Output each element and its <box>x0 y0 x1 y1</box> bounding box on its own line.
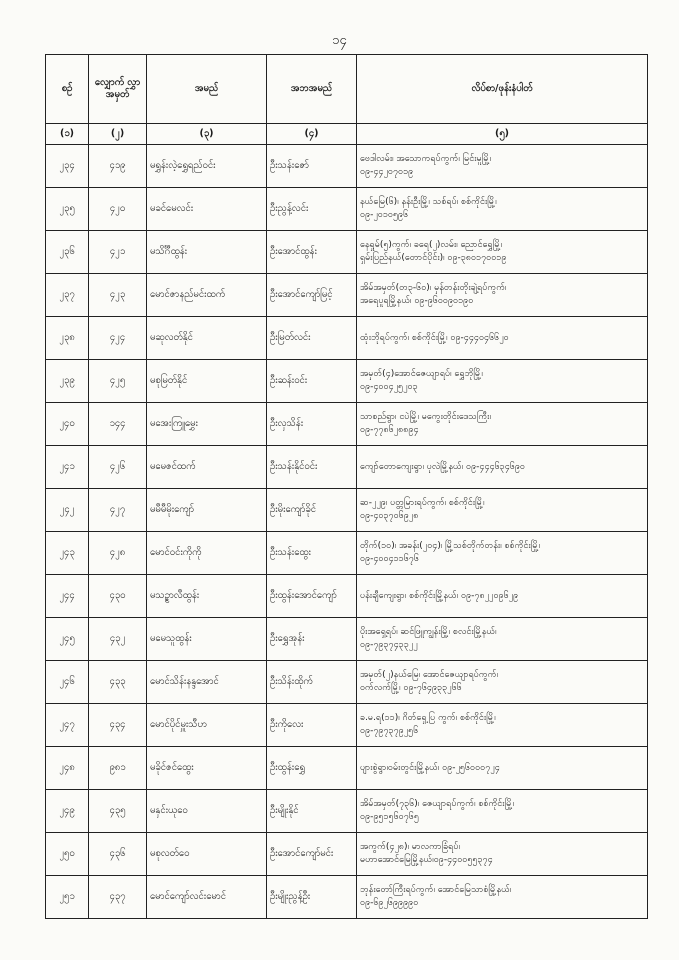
address-cell <box>357 188 648 231</box>
address-line: ဗေဒါလမ်း၊ အသောကရပ်ကွက်၊ မြင်းမူမြို့၊ <box>360 154 492 164</box>
application-no-cell: ၄၃၀ <box>89 575 147 618</box>
header-father-name: အဘအမည် <box>267 55 357 124</box>
serial-cell: ၂၄၈ <box>46 747 89 790</box>
table-row <box>46 489 648 532</box>
serial-cell: ၂၃၅ <box>46 188 89 231</box>
name-cell: မမေဇင်ထက် <box>147 446 267 489</box>
serial-cell: ၂၃၇ <box>46 274 89 317</box>
address-cell <box>357 446 648 489</box>
serial-cell: ၂၄၅ <box>46 618 89 661</box>
serial-cell: ၂၃၄ <box>46 145 89 188</box>
serial-cell: ၂၅၀ <box>46 833 89 876</box>
father-name-cell: ဦးသန်းဇော် <box>267 145 357 188</box>
father-name-cell: ဦးကိုလေး <box>267 704 357 747</box>
address-line: ပျားစွဲရွာ၊ဝမ်းတွင်းမြို့နယ်၊ ၀၉-၂၅၆၀၀၀၇၂၄ <box>360 762 500 773</box>
address-line: ထုံးဘိုရပ်ကွက်၊ စစ်ကိုင်းမြို့၊ ၀၉-၄၄၄၀၄၆၆၂၀ <box>360 332 509 343</box>
address-line: မဟာအောင်မြေမြို့နယ်၊၀၉-၄၄၀၀၅၅၃၇၄ <box>360 855 493 865</box>
address-line: ၀၉-၆၉၂၆၉၉၉၉၀ <box>360 898 419 908</box>
address-cell <box>357 489 648 532</box>
name-cell: မဆုလတ်နိုင် <box>147 317 267 360</box>
address-line: သာစည်ရွာ၊ ငပဲမြို့၊ မကွေးတိုင်းဒေသကြီး၊ <box>360 412 491 422</box>
father-name-cell: ဦးသိန်းထိုက် <box>267 661 357 704</box>
address-line: ၀၉-၇၉၃၇၄၃၃၂၂ <box>360 640 418 650</box>
header-application-no: လျှောက် လွှာ အမှတ် <box>89 55 147 124</box>
table-row <box>46 145 648 188</box>
table-row <box>46 661 648 704</box>
header-name: အမည် <box>147 55 267 124</box>
application-no-cell: ၄၃၄ <box>89 704 147 747</box>
table-row <box>46 790 648 833</box>
address-line: ဝက်လက်မြို့၊ ၀၉-၇၆၄၉၃၃၂၆၆ <box>360 683 462 693</box>
table-row <box>46 747 648 790</box>
address-line: ရှမ်းပြည်နယ်(တောင်ပိုင်း)၊ ၀၉-၃၈၀၁၇၀၀၁၉ <box>360 253 507 263</box>
table-row <box>46 833 648 876</box>
serial-cell: ၂၅၁ <box>46 876 89 919</box>
name-cell: မမေသူထွန်း <box>147 618 267 661</box>
address-cell <box>357 403 648 446</box>
application-no-cell: ၄၃၇ <box>89 876 147 919</box>
address-cell <box>357 661 648 704</box>
address-cell <box>357 231 648 274</box>
name-cell: မသဥ္စာလီထွန်း <box>147 575 267 618</box>
address-cell <box>357 876 648 919</box>
address-cell <box>357 790 648 833</box>
table-row <box>46 188 648 231</box>
address-line: ပိုးအရှေ့ရပ်၊ ဆင်ဖြူကျွန်းမြို့၊ စလင်းမြို့နယ်၊ <box>360 627 497 637</box>
father-name-cell: ဦးအောင်ကျော်မင်း <box>267 833 357 876</box>
header-serial: စဥ် <box>46 55 89 124</box>
father-name-cell: ဦးအောင်ထွန်း <box>267 231 357 274</box>
name-cell: မရွှန်းလဲ့ရွှေရည်ဝင်း <box>147 145 267 188</box>
address-cell <box>357 575 648 618</box>
address-cell <box>357 274 648 317</box>
address-line: ၀၉-၄၀၀၄၁၁၆၇၆ <box>360 554 419 564</box>
father-name-cell: ဦးအောင်ကျော်မြင့် <box>267 274 357 317</box>
address-line: ၀၉-၉၅၁၅၆၀၇၆၅ <box>360 812 419 822</box>
address-line: အရေပူရမြို့နယ်၊ ၀၉-၉၆၀၀၉၀၁၉၀ <box>360 296 474 306</box>
father-name-cell: ဦးထွန်းအောင်ကျော် <box>267 575 357 618</box>
serial-cell: ၂၄၇ <box>46 704 89 747</box>
address-cell <box>357 618 648 661</box>
table-row <box>46 231 648 274</box>
serial-cell: ၂၄၉ <box>46 790 89 833</box>
table-row <box>46 317 648 360</box>
address-line: ၀၉-၄၀၀၄၂၅၂၀၃ <box>360 382 418 392</box>
table-row <box>46 446 648 489</box>
application-no-cell: ၄၂၃ <box>89 274 147 317</box>
column-index: (၂) <box>89 124 147 145</box>
father-name-cell: ဦးမျိုးညွန့်ဦး <box>267 876 357 919</box>
address-line: ဘုန်းတော်ကြီးရပ်ကွက်၊ အောင်မြေသာစံမြို့နယ်၊ <box>360 885 512 895</box>
serial-cell: ၂၄၆ <box>46 661 89 704</box>
address-line: ဆ-၂၂၉၊ ပတ္တမြားရပ်ကွက်၊ စစ်ကိုင်းမြို့၊ <box>360 498 485 508</box>
address-cell <box>357 317 648 360</box>
page-number: ၁၄ <box>332 33 347 48</box>
address-line: နေရှုမ်(၅)ကွက်၊ ခရေ(၂)လမ်း၊ ညောင်ရွှေမြို့၊ <box>360 240 503 250</box>
address-line: ခ.မ.ရ(၁၁)၊ ဂိတ်ရှေ့ပြ ကွက်၊ စစ်ကိုင်းမြို့၊ <box>360 713 496 723</box>
address-cell <box>357 747 648 790</box>
address-line: ၀၉-၇၉၇၃၇၉၂၅၆ <box>360 726 419 736</box>
column-index: (၁) <box>46 124 89 145</box>
table-row <box>46 403 648 446</box>
application-no-cell: ၁၄၄ <box>89 403 147 446</box>
address-line: ကျော်တောကျေးရွာ၊ ပုလဲမြို့နယ်၊ ၀၉-၄၄၄၆၃၄၆၉၀ <box>360 461 525 472</box>
father-name-cell: ဦးမျိုးနိုင် <box>267 790 357 833</box>
father-name-cell: ဦးမိုးကျော်ခိုင် <box>267 489 357 532</box>
application-no-cell: ၄၃၃ <box>89 661 147 704</box>
address-line: အကွက်(၄၂၈)၊ မာလကာခြံရပ်၊ <box>360 842 460 852</box>
address-line: အိမ်အမှတ်(၇၃၆)၊ ဇေယျာရပ်ကွက်၊ စစ်ကိုင်းမြို့၊ <box>360 799 515 809</box>
table-row <box>46 704 648 747</box>
address-line: နယ်မြေ(၆)၊ နန်းဦးမြို့၊ သစ်ရပ်၊ စစ်ကိုင်းမြို့၊ <box>360 197 497 207</box>
father-name-cell: ဦးလှသိန်း <box>267 403 357 446</box>
application-no-cell: ၄၂၄ <box>89 317 147 360</box>
serial-cell: ၂၄၁ <box>46 446 89 489</box>
serial-cell: ၂၃၆ <box>46 231 89 274</box>
address-cell <box>357 360 648 403</box>
address-line: ၀၉-၄၀၃၇၀၆၉၂၈ <box>360 511 419 521</box>
father-name-cell: ဦးသန်းနိုင်ဝင်း <box>267 446 357 489</box>
address-line: တိုက်(၁၀)၊ အခန်း(၂၀၄)၊ မြို့သစ်တိုက်တန်း၊ စစ်ကိုင်းမြို့၊ <box>360 541 541 551</box>
name-cell: မောင်ကျော်လင်းမောင် <box>147 876 267 919</box>
application-no-cell: ၉၈၁ <box>89 747 147 790</box>
address-line: အမှတ်(၂)နယ်မြေ၊ အောင်ဇေယျာရပ်ကွက်၊ <box>360 670 498 680</box>
name-cell: မောင်ဇာနည်မင်းထက် <box>147 274 267 317</box>
serial-cell: ၂၃၈ <box>46 317 89 360</box>
application-no-cell: ၄၂၀ <box>89 188 147 231</box>
column-index: (၄) <box>267 124 357 145</box>
application-no-cell: ၄၂၈ <box>89 532 147 575</box>
name-cell: မစုလတ်ဝေ <box>147 833 267 876</box>
serial-cell: ၂၄၃ <box>46 532 89 575</box>
table-row <box>46 532 648 575</box>
father-name-cell: ဦးသန်းထွေး <box>267 532 357 575</box>
application-no-cell: ၄၃၆ <box>89 833 147 876</box>
name-cell: မောင်ပိုင်မှူးသီဟ <box>147 704 267 747</box>
application-no-cell: ၄၃၅ <box>89 790 147 833</box>
name-cell: မောင်ဝင်းကိုကို <box>147 532 267 575</box>
name-cell: မအေးကြူမွှေး <box>147 403 267 446</box>
serial-cell: ၂၄၂ <box>46 489 89 532</box>
address-line: ၀၉-၂၀၁၀၅၉၆ <box>360 210 409 220</box>
name-cell: မောင်သိန်းနန္ဒအောင် <box>147 661 267 704</box>
name-cell: မစုမြတ်နိုင် <box>147 360 267 403</box>
address-cell <box>357 532 648 575</box>
table-row <box>46 618 648 661</box>
header-address-phone: လိပ်စာ/ဖုန်းနံပါတ် <box>357 55 648 124</box>
application-no-cell: ၄၃၂ <box>89 618 147 661</box>
serial-cell: ၂၃၉ <box>46 360 89 403</box>
father-name-cell: ဦးရွှေအုန်း <box>267 618 357 661</box>
address-cell <box>357 145 648 188</box>
name-cell: မမီမီမိုးကျော် <box>147 489 267 532</box>
column-index: (၃) <box>147 124 267 145</box>
address-line: ပန်းချီကျေးရွာ၊ စစ်ကိုင်းမြို့နယ်၊ ၀၉-၇၈၂၂၀၉၆၂၉ <box>360 590 519 601</box>
father-name-cell: ဦးထွန်းရွှေ <box>267 747 357 790</box>
applicant-table <box>45 54 648 919</box>
father-name-cell: ဦးမြတ်လင်း <box>267 317 357 360</box>
column-index-row <box>46 124 648 145</box>
address-line: ၀၉-၇၇၈၆၂၈၈၉၄ <box>360 425 419 435</box>
name-cell: မခိုင်ဇင်ထွေး <box>147 747 267 790</box>
address-cell <box>357 704 648 747</box>
application-no-cell: ၄၁၉ <box>89 145 147 188</box>
name-cell: မနှင်းယုဝေ <box>147 790 267 833</box>
table-row <box>46 360 648 403</box>
address-line: အမှတ်(၄)အောင်ဇေယျာရပ်၊ ရွှေဘိုမြို့၊ <box>360 369 483 379</box>
application-no-cell: ၄၂၁ <box>89 231 147 274</box>
serial-cell: ၂၄၀ <box>46 403 89 446</box>
table-row <box>46 274 648 317</box>
address-line: ၀၉-၄၄၂၀၇၀၁၉ <box>360 167 414 177</box>
father-name-cell: ဦးဆန်းဝင်း <box>267 360 357 403</box>
name-cell: မသိင်္ဂီထွန်း <box>147 231 267 274</box>
name-cell: မခင်မေလင်း <box>147 188 267 231</box>
application-no-cell: ၄၂၇ <box>89 489 147 532</box>
table-header-row <box>46 55 648 124</box>
serial-cell: ၂၄၄ <box>46 575 89 618</box>
table-row <box>46 876 648 919</box>
table-row <box>46 575 648 618</box>
address-line: အိမ်အမှတ်(တ၃-၆၀)၊ မှန်တန်းတိုးချဲ့ရပ်ကွက်၊ <box>360 283 507 293</box>
application-no-cell: ၄၂၅ <box>89 360 147 403</box>
column-index: (၅) <box>357 124 648 145</box>
address-cell <box>357 833 648 876</box>
father-name-cell: ဦးညွန့်လင်း <box>267 188 357 231</box>
application-no-cell: ၄၂၆ <box>89 446 147 489</box>
